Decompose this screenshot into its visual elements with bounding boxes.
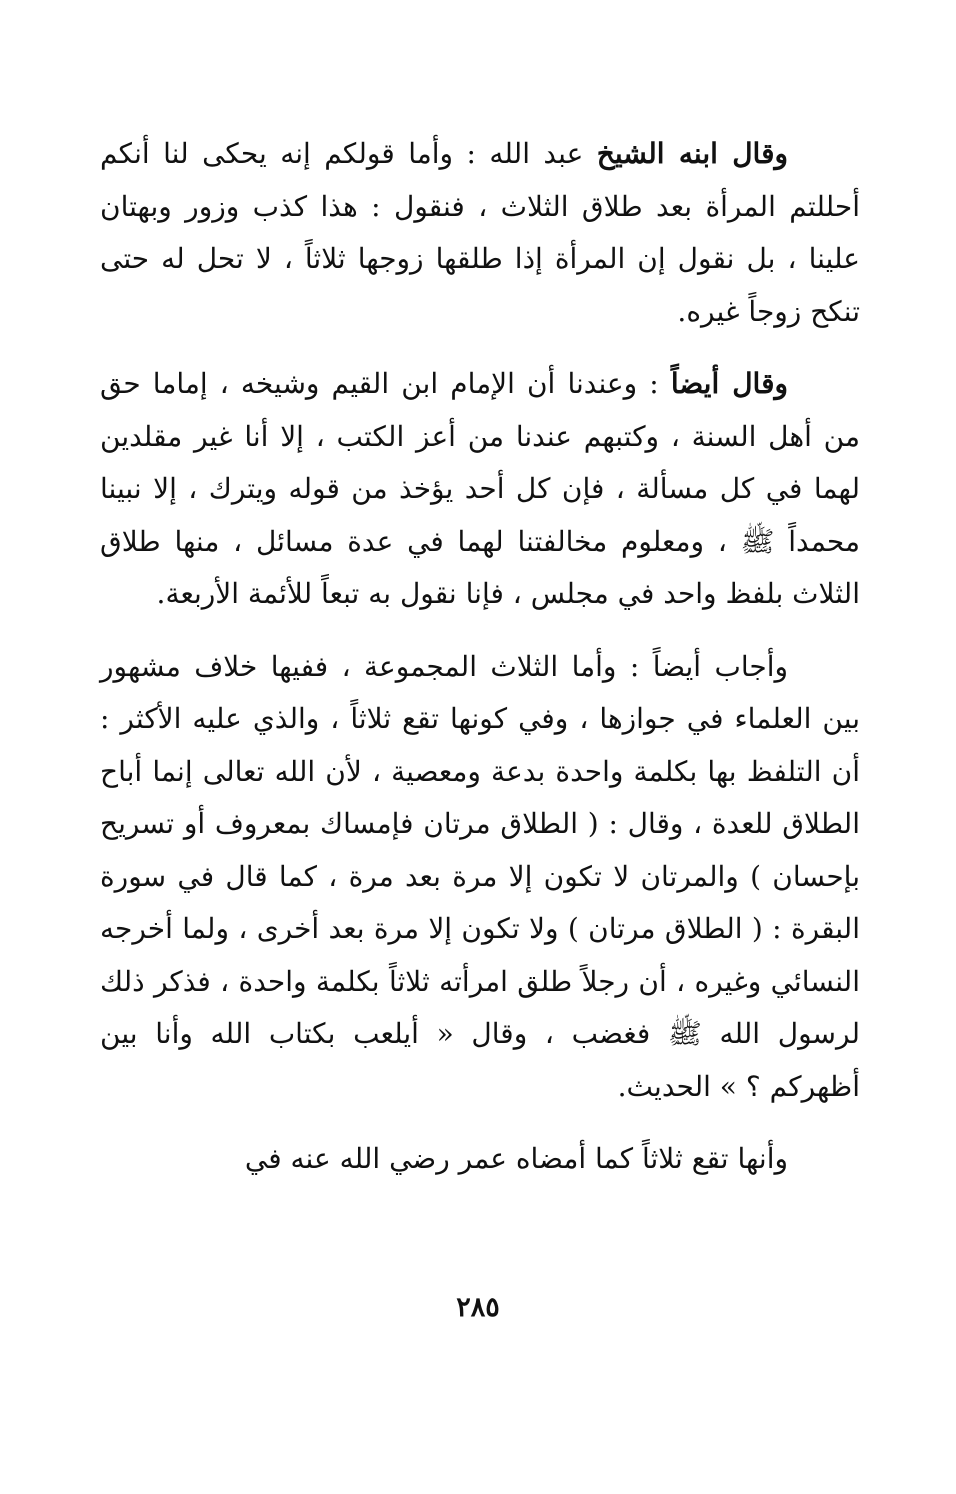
paragraph-2-text: : وعندنا أن الإمام ابن القيم وشيخه ، إماما حق من أهل السنة ، وكتبهم عندنا من أعز الكتب ، إلا أنا غير مقلدين لهما في كل مسألة ، فإن كل أحد يؤخذ من قوله ويترك ، إلا نبينا محمداً ﷺ ، ومعلوم مخالفتنا لهما في عدة مسائل ، منها طلاق الثلاث بلفظ واحد في مجلس ، فإنا نقول به تبعاً للأئمة الأربعة.	[100, 367, 860, 610]
page-body	[100, 128, 860, 1206]
paragraph-4-text: وأنها تقع ثلاثاً كما أمضاه عمر رضي الله عنه في	[244, 1142, 788, 1175]
paragraph-3-text: وأجاب أيضاً : وأما الثلاث المجموعة ، ففيها خلاف مشهور بين العلماء في جوازها ، وفي كونها تقع ثلاثاً ، والذي عليه الأكثر : أن التلفظ بها بكلمة واحدة بدعة ومعصية ، لأن الله تعالى إنما أباح الطلاق للعدة ، وقال : ( الطلاق مرتان فإمساك بمعروف أو تسريح بإحسان ) والمرتان لا تكون إلا مرة بعد مرة ، كما قال في سورة البقرة : ( الطلاق مرتان ) ولا تكون إلا مرة بعد أخرى ، ولما أخرجه النسائي وغيره ، أن رجلاً طلق امرأته ثلاثاً بكلمة واحدة ، فذكر ذلك لرسول الله ﷺ فغضب ، وقال « أيلعب بكتاب الله وأنا بين أظهركم ؟ » الحديث.	[100, 649, 860, 1103]
page-number: ٢٨٥	[456, 1292, 500, 1323]
paragraph-1-lead: وقال ابنه الشيخ	[596, 137, 788, 170]
paragraph-3	[100, 641, 860, 1114]
paragraph-1	[100, 128, 860, 338]
paragraph-2	[100, 358, 860, 621]
paragraph-4	[100, 1133, 860, 1186]
paragraph-1-text: عبد الله : وأما قولكم إنه يحكى لنا أنكم أحللتم المرأة بعد طلاق الثلاث ، فنقول : هذا كذب وزور وبهتان علينا ، بل نقول إن المرأة إذا طلقها زوجها ثلاثاً ، لا تحل له حتى تنكح زوجاً غيره.	[100, 137, 860, 328]
paragraph-2-lead: وقال أيضاً	[670, 367, 788, 400]
